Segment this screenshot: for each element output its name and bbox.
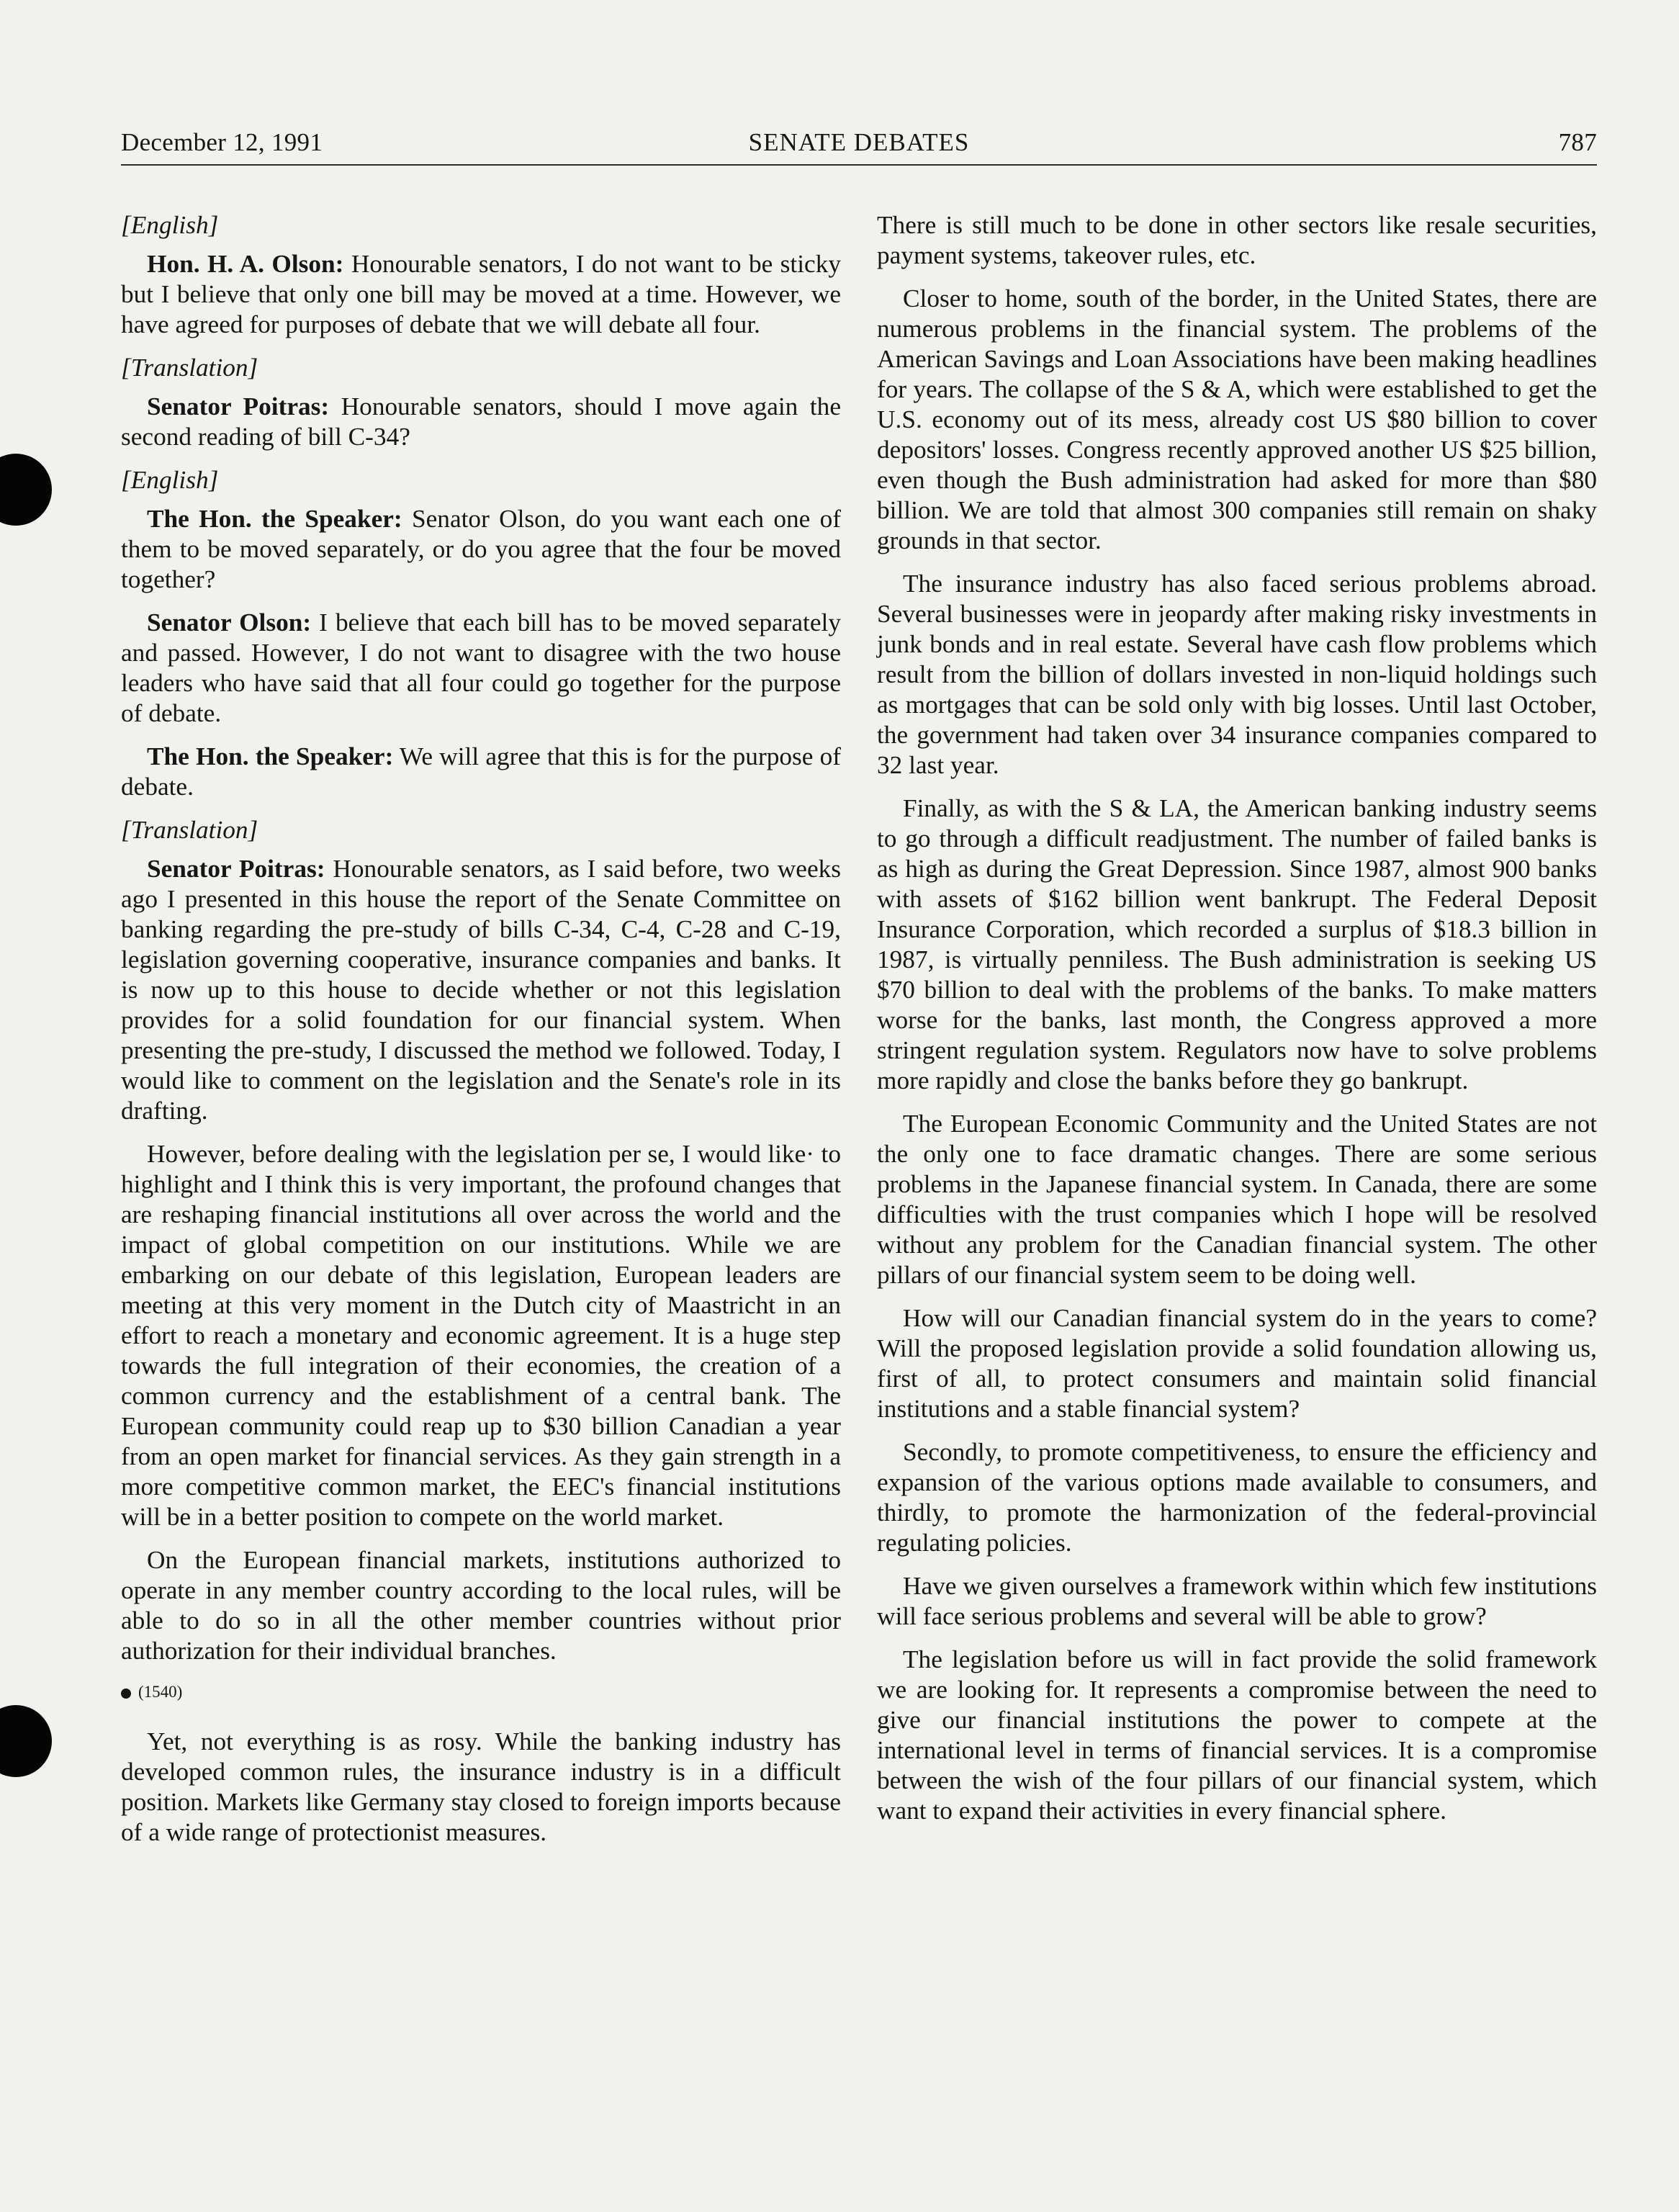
binder-punch-hole <box>0 454 52 526</box>
paragraph: Secondly, to promote competitiveness, to ensure the efficiency and expansion of the various options made available to consumers, and thirdly, to promote the harmonization of the federal-provincial regulating policies. <box>877 1438 1597 1557</box>
paragraph-text: Honourable senators, as I said before, two weeks ago I presented in this house the report of the Senate Committee on banking regarding the pre-study of bills C-34, C-4, C-28 and C-19, legislation governing cooperative, insurance companies and banks. It is now up to this house to decide whether or not this legislation provides for a solid foundation for our financial system. When presenting the pre-study, I discussed the method we followed. Today, I would like to comment on the legislation and the Senate's role in its drafting. <box>121 855 841 1125</box>
right-column <box>877 210 1597 1839</box>
paragraph <box>121 742 841 802</box>
paragraph <box>121 608 841 729</box>
time-marker-text: (1540) <box>138 1683 183 1701</box>
speaker-name: Hon. H. A. Olson: <box>147 250 344 278</box>
paragraph <box>121 504 841 595</box>
left-column <box>121 210 841 1861</box>
paragraph: On the European financial markets, institutions authorized to operate in any member country according to the local rules, will be able to do so in all the other member countries without prior authorization for their individual branches. <box>121 1546 841 1665</box>
time-marker <box>121 1679 841 1705</box>
speaker-name: Senator Olson: <box>147 608 312 637</box>
paragraph: How will our Canadian financial system do in the years to come? Will the proposed legislation provide a solid foundation allowing us, first of all, to protect consumers and maintain solid financial institutions and a stable financial system? <box>877 1304 1597 1423</box>
paragraph: The European Economic Community and the United States are not the only one to face dramatic changes. There are some serious problems in the Japanese financial system. In Canada, there are some difficulties with the trust companies which I hope will be resolved without any problem for the Canadian financial system. The other pillars of our financial system seem to be doing well. <box>877 1110 1597 1289</box>
speaker-name: The Hon. the Speaker: <box>147 505 402 533</box>
paragraph <box>121 249 841 340</box>
paragraph: Finally, as with the S & LA, the American banking industry seems to go through a difficult readjustment. The number of failed banks is as high as during the Great Depression. Since 1987, almost 900 banks with assets of $162 billion went bankrupt. The Federal Deposit Insurance Corporation, which recorded a surplus of $18.3 billion in 1987, is virtually penniless. The Bush administration is seeking US $70 billion to deal with the problems of the banks. To make matters worse for the banks, last month, the Congress approved a more stringent regulation system. Regulators now have to solve problems more rapidly and close the banks before they go bankrupt. <box>877 794 1597 1094</box>
paragraph: Closer to home, south of the border, in the United States, there are numerous problems in the financial system. The problems of the American Savings and Loan Associations have been making headlines for years. The collapse of the S & A, which were established to get the U.S. economy out of its mess, already cost US $80 billion to cover depositors' losses. Congress recently approved another US $25 billion, even though the Bush administration had asked for more than $80 billion. We are told that almost 300 companies still remain on shaky grounds in that sector. <box>877 284 1597 554</box>
header-date: December 12, 1991 <box>121 128 323 156</box>
paragraph-text: I believe that each bill has to be moved separately and passed. However, I do not want to disagree with the two house leaders who have said that all four could go together for the purpose of debate. <box>121 608 841 727</box>
paragraph: Have we given ourselves a framework within which few institutions will face serious problems and several will be able to grow? <box>877 1572 1597 1630</box>
speaker-name: Senator Poitras: <box>147 855 325 883</box>
header-title: SENATE DEBATES <box>748 128 970 156</box>
language-marker: [Translation] <box>121 816 258 844</box>
bullet-dot-icon <box>121 1689 131 1699</box>
paragraph-text: Senator Olson, do you want each one of them to be moved separately, or do you agree that the four be moved together? <box>121 505 842 593</box>
running-header <box>121 128 1597 166</box>
paragraph <box>121 854 841 1126</box>
page-number: 787 <box>1558 128 1597 156</box>
language-marker: [English] <box>121 211 219 239</box>
paragraph: The legislation before us will in fact provide the solid framework we are looking for. It represents a compromise between the need to give our financial institutions the power to compete at the international level in terms of financial services. It is a compromise between the wish of the four pillars of our financial system, which want to expand their activities in every financial sphere. <box>877 1645 1597 1825</box>
paragraph: However, before dealing with the legislation per se, I would like· to highlight and I think this is very important, the profound changes that are reshaping financial institutions all over across the world and the impact of global competition on our institutions. While we are embarking on our debate of this legislation, European leaders are meeting at this very moment in the Dutch city of Maastricht in an effort to reach a monetary and economic agreement. It is a huge step towards the full integration of their economies, the creation of a common currency and the establishment of a central bank. The European community could reap up to $30 billion Canadian a year from an open market for financial services. As they gain strength in a more competitive common market, the EEC's financial institutions will be in a better position to compete on the world market. <box>121 1140 841 1531</box>
binder-punch-hole <box>0 1705 52 1777</box>
paragraph: Yet, not everything is as rosy. While the banking industry has developed common rules, the insurance industry is in a difficult position. Markets like Germany stay closed to foreign imports because of a wide range of protectionist measures. <box>121 1727 841 1846</box>
paragraph-continued: There is still much to be done in other sectors like resale securities, payment systems, takeover rules, etc. <box>877 211 1597 269</box>
speaker-name: The Hon. the Speaker: <box>147 742 394 770</box>
paragraph: The insurance industry has also faced serious problems abroad. Several businesses were in jeopardy after making risky investments in junk bonds and in real estate. Several have cash flow problems which result from the billion of dollars invested in non-liquid holdings such as mortgages that can be sold only with big losses. Until last October, the government had taken over 34 insurance companies compared to 32 last year. <box>877 570 1597 779</box>
paragraph-text: Honourable senators, I do not want to be sticky but I believe that only one bill may be moved at a time. However, we have agreed for purposes of debate that we will debate all four. <box>121 250 841 338</box>
speaker-name: Senator Poitras: <box>147 392 330 421</box>
paragraph-text: We will agree that this is for the purpose of debate. <box>121 742 841 801</box>
language-marker: [English] <box>121 466 219 494</box>
paragraph <box>121 392 841 452</box>
language-marker: [Translation] <box>121 354 258 382</box>
paragraph-text: Honourable senators, should I move again the second reading of bill C-34? <box>121 392 841 451</box>
